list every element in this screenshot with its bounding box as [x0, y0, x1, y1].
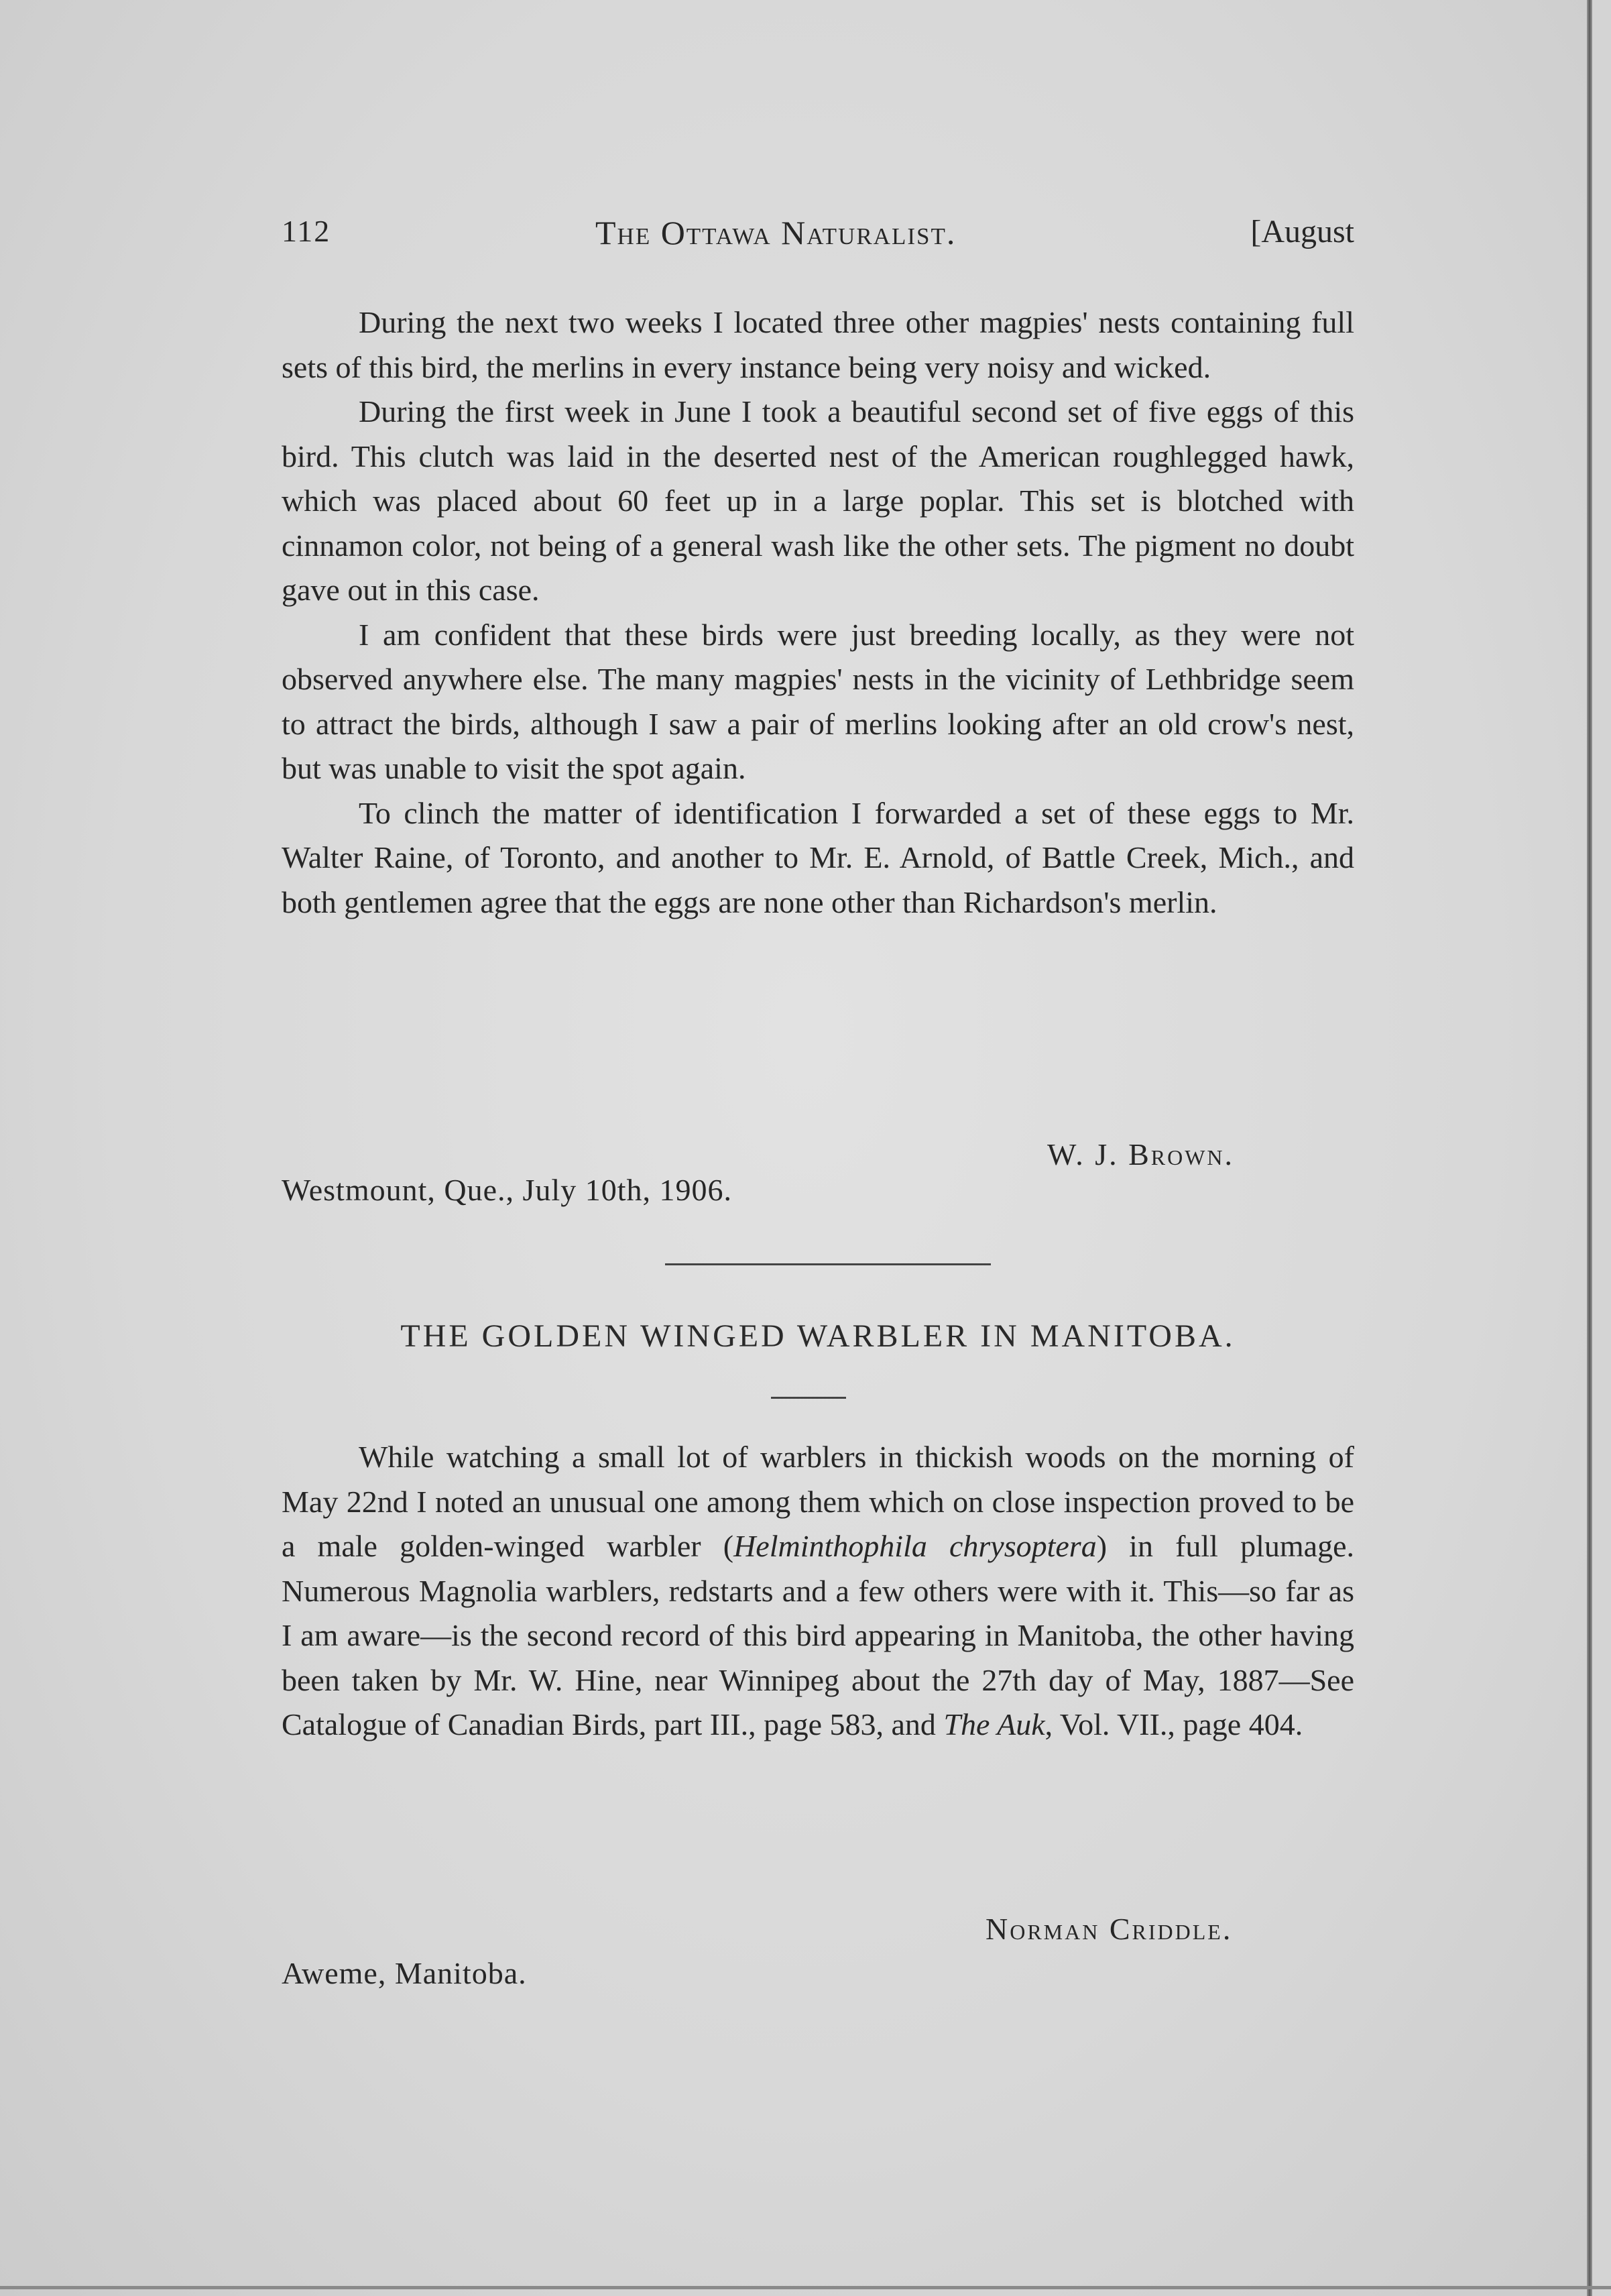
- article-title: THE GOLDEN WINGED WARBLER IN MANITOBA.: [400, 1318, 1236, 1354]
- text-run: ) in full plumage. Numerous Magnolia warblers, redstarts and a few others were with it. This—so far as I am aware—is the second record of this bird appearing in Manitoba, the other having been taken by Mr. W. Hine, near Winnipeg about the 27th day of May, 1887—See Catalogue of Canadian Birds, part III., page 583, and: [282, 1529, 1354, 1741]
- page-edge-shadow: [1587, 0, 1592, 2296]
- running-header: [282, 213, 1354, 260]
- place: Aweme, Manitoba.: [282, 1956, 527, 1990]
- page-margin-right: [1592, 0, 1611, 2296]
- paragraph: [282, 1435, 1354, 1747]
- section-divider: [665, 1263, 991, 1265]
- author-signature: Norman Criddle.: [986, 1912, 1233, 1946]
- paragraph: To clinch the matter of identification I forwarded a set of these eggs to Mr. Walter Raine, of Toronto, and another to Mr. E. Arnold, of Battle Creek, Mich., and both gentlemen agree that the eggs are none other than Richardson's merlin.: [282, 795, 1354, 919]
- journal-title: The Ottawa Naturalist.: [595, 214, 957, 251]
- article-2-body: [282, 1435, 1354, 1747]
- place-date: Westmount, Que., July 10th, 1906.: [282, 1173, 732, 1207]
- issue-month: [August: [1250, 214, 1354, 249]
- author-signature: W. J. Brown.: [1047, 1137, 1235, 1171]
- paragraph: During the first week in June I took a beautiful second set of five eggs of this bird. This clutch was laid in the deserted nest of the American roughlegged hawk, which was placed about 60 feet up in a large poplar. This set is blotched with cinnamon color, not being of a general wash like the other sets. The pigment no doubt gave out in this case.: [282, 394, 1354, 607]
- paragraph: During the next two weeks I located three other magpies' nests containing full sets of this bird, the merlins in every instance being very noisy and wicked.: [282, 305, 1354, 384]
- paragraph: I am confident that these birds were just breeding locally, as they were not observed anywhere else. The many magpies' nests in the vicinity of Lethbridge seem to attract the birds, although I saw a pair of merlins looking after an old crow's nest, but was unable to visit the spot again.: [282, 617, 1354, 785]
- text-run: , Vol. VII., page 404.: [1045, 1707, 1303, 1741]
- title-dash: [771, 1397, 846, 1399]
- article-1-body: [282, 300, 1354, 925]
- journal-reference: The Auk: [943, 1707, 1045, 1741]
- page-number: 112: [282, 214, 331, 248]
- species-name: Helminthophila chrysoptera: [733, 1529, 1097, 1563]
- page-edge-bottom: [0, 2286, 1611, 2289]
- text-run: While watching a small lot of warblers in thickish woods on the morning of May 22nd I noted an unusual one among them which on close inspection proved to be a male golden-winged warbler (: [282, 1440, 1354, 1563]
